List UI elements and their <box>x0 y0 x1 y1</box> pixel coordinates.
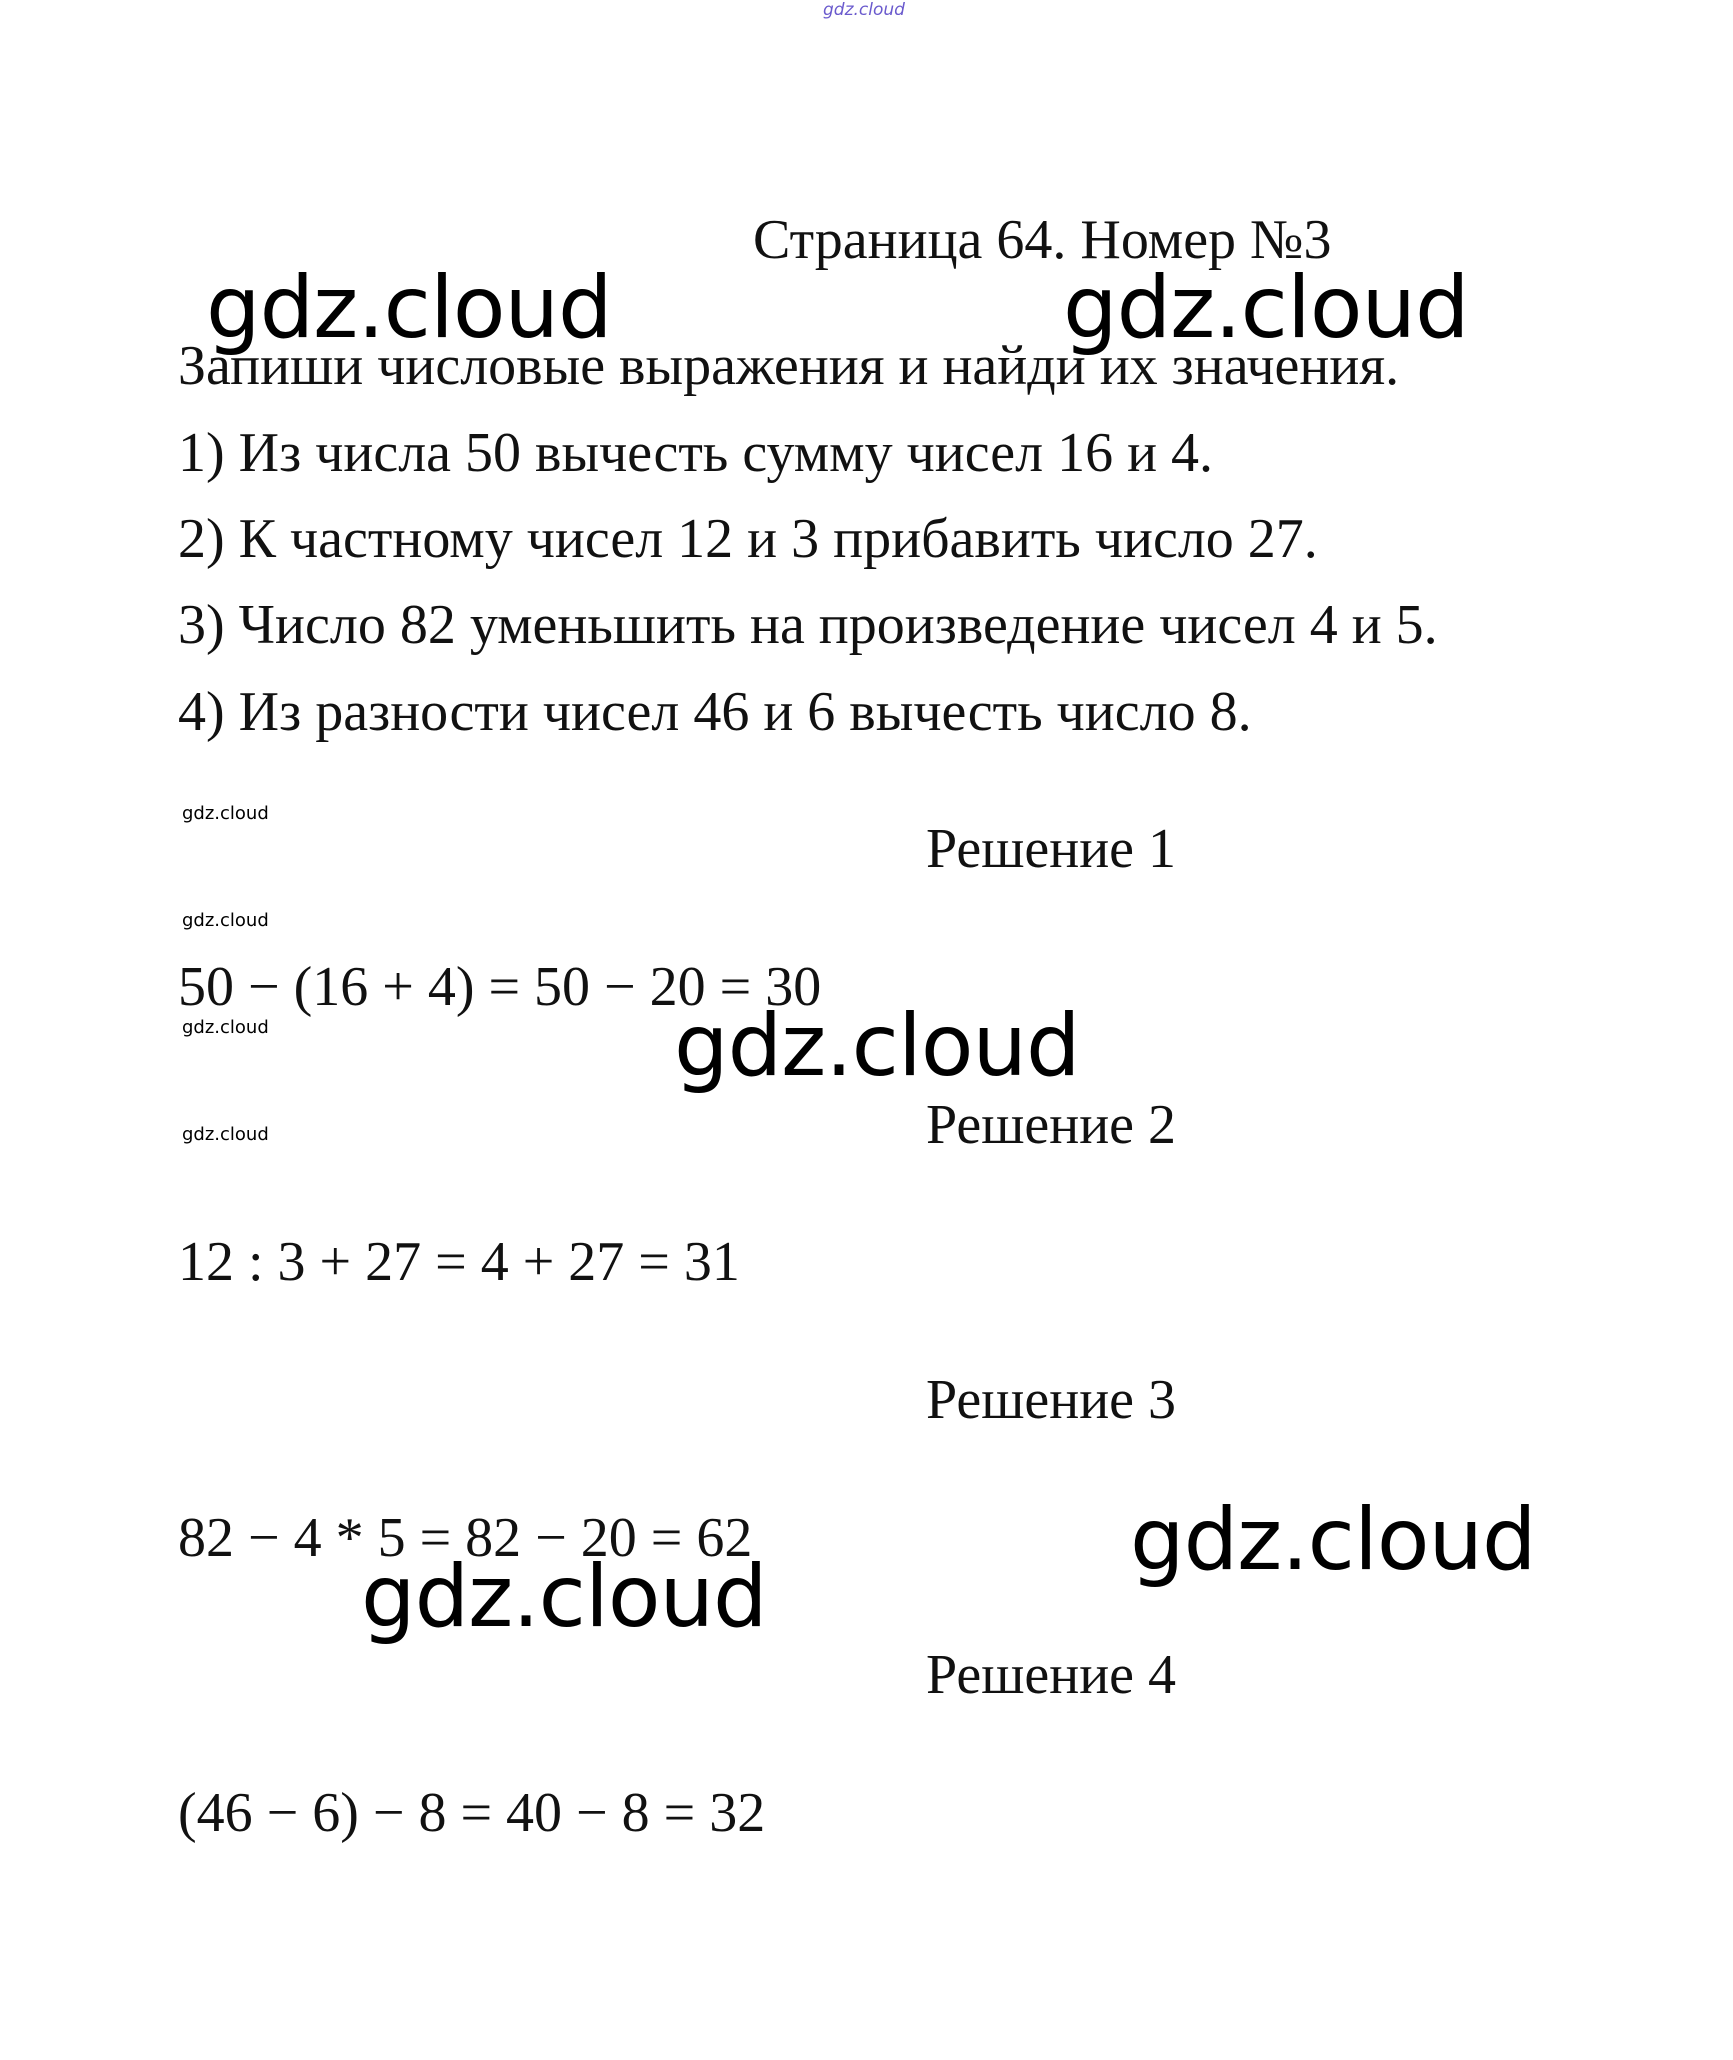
solution-heading-4: Решение 4 <box>926 1644 1177 1706</box>
task-item-1: 1) Из числа 50 вычесть сумму чисел 16 и 4. <box>178 422 1214 484</box>
task-item-2: 2) К частному чисел 12 и 3 прибавить число 27. <box>178 508 1318 570</box>
task-intro: Запиши числовые выражения и найди их значения. <box>178 335 1400 397</box>
task-item-3: 3) Число 82 уменьшить на произведение чисел 4 и 5. <box>178 594 1438 656</box>
solution-expression-4: (46 − 6) − 8 = 40 − 8 = 32 <box>178 1782 766 1844</box>
solution-expression-3: 82 − 4 * 5 = 82 − 20 = 62 <box>178 1507 753 1569</box>
page-title: Страница 64. Номер №3 <box>753 209 1332 271</box>
watermark-small: gdz.cloud <box>182 910 269 931</box>
solution-expression-1: 50 − (16 + 4) = 50 − 20 = 30 <box>178 956 822 1018</box>
watermark-small: gdz.cloud <box>182 1017 269 1038</box>
solution-heading-3: Решение 3 <box>926 1369 1177 1431</box>
watermark-large: gdz.cloud <box>361 1547 767 1647</box>
watermark-large: gdz.cloud <box>1130 1490 1536 1590</box>
watermark-large: gdz.cloud <box>206 258 612 358</box>
solution-heading-2: Решение 2 <box>926 1094 1177 1156</box>
watermark-small: gdz.cloud <box>182 1124 269 1145</box>
task-item-4: 4) Из разности чисел 46 и 6 вычесть число 8. <box>178 681 1252 743</box>
solution-expression-2: 12 : 3 + 27 = 4 + 27 = 31 <box>178 1231 740 1293</box>
watermark-large: gdz.cloud <box>674 996 1080 1096</box>
watermark-top: gdz.cloud <box>823 0 905 20</box>
watermark-large: gdz.cloud <box>1063 258 1469 358</box>
solution-heading-1: Решение 1 <box>926 818 1177 880</box>
watermark-small: gdz.cloud <box>182 803 269 824</box>
